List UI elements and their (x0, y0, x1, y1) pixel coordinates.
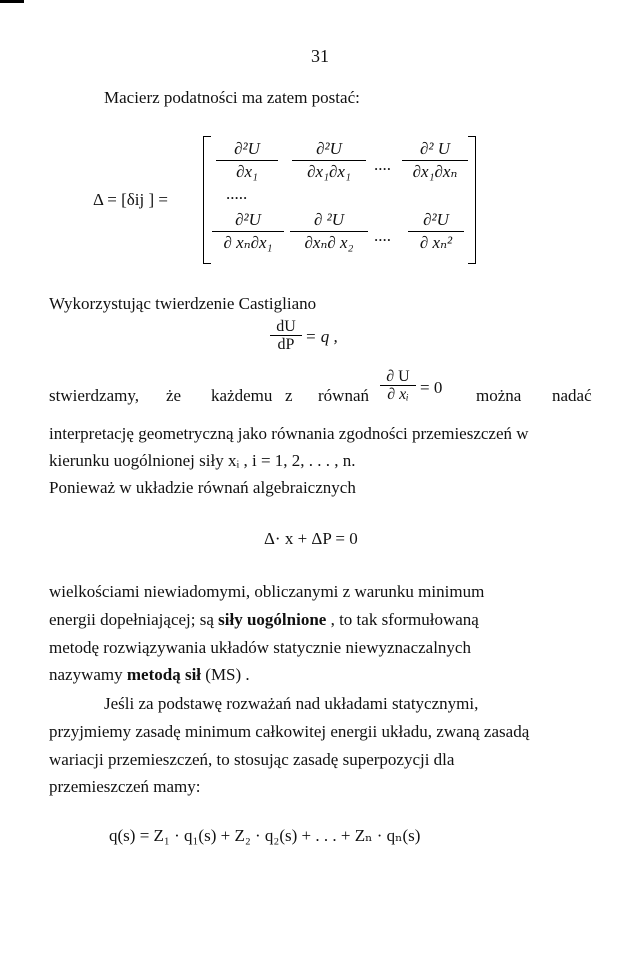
partial-fraction: $\frac{\partial U}{\text{∂ xᵢ}}$ (380, 368, 416, 403)
bold-metoda-sil: metodą sił (126, 665, 202, 684)
partial-eq: = 0 (420, 378, 443, 397)
para2-line1: Ponieważ w układzie równań algebraicznych (49, 478, 356, 497)
para4-line2: przyjmiemy zasadę minimum całkowitej energii układu, zwaną zasadą (49, 722, 530, 741)
para3-line4: nazywamy metodą sił (MS) . (49, 665, 250, 684)
matrix-cell-n-1: $\frac{\text{∂²U}}{\text{∂ xₙ∂x₁}}$ (212, 209, 284, 254)
equation-superposition: q(s) = Z₁ · q₁(s) + Z₂ · q₂(s) + . . . + Zₙ · qₙ(s) (109, 826, 421, 845)
text-rownan: równań (318, 386, 369, 405)
text-kazdemu: każdemu (211, 386, 273, 405)
para4-line3: wariacji przemieszczeń, to stosując zasadę superpozycji dla (49, 750, 455, 769)
matrix-mid-dots: ..... (226, 184, 248, 203)
intro-text: Macierz podatności ma zatem postać: (104, 88, 360, 107)
matrix-row2-dots: .... (374, 226, 391, 245)
castigliano-text: Wykorzystując twierdzenie Castigliano (49, 294, 317, 313)
matrix-cell-1-1: $\frac{\text{∂²U}}{\text{∂x₁}}$ (216, 138, 278, 183)
para3-line2: energii dopełniającej; są siły uogólnione , to tak sformułowaną (49, 610, 479, 629)
text-stwierdzamy: stwierdzamy, (49, 386, 140, 405)
para4-line4: przemieszczeń mamy: (49, 777, 201, 796)
text-z: z (285, 386, 293, 405)
text-mozna: można (476, 386, 522, 405)
para3-line3: metodę rozwiązywania układów statycznie niewyznaczalnych (49, 638, 471, 657)
matrix-lhs: Δ = [δij ] = (93, 190, 168, 209)
castigliano-fraction: $\frac{dU}{dP}$ (270, 318, 302, 353)
matrix-cell-1-n: $\frac{\text{∂² U}}{\text{∂x₁∂xₙ}}$ (402, 138, 468, 183)
page-number: 31 (311, 46, 329, 66)
equation-delta: Δ· x + ΔP = 0 (264, 529, 358, 548)
text-ze: że (166, 386, 182, 405)
castigliano-rhs: = q , (305, 327, 338, 346)
para3-line1: wielkościami niewiadomymi, obliczanymi z warunku minimum (49, 582, 485, 601)
para4-line1: Jeśli za podstawę rozważań nad układami statycznymi, (104, 694, 479, 713)
scan-corner-mark (0, 0, 24, 3)
matrix-cell-n-n: $\frac{\text{∂²U}}{\text{∂ xₙ²}}$ (408, 209, 464, 254)
matrix-left-bracket (203, 136, 211, 264)
para1-line3: kierunku uogólnionej siły xᵢ , i = 1, 2, . . . , n. (49, 451, 356, 470)
para1-line2: interpretację geometryczną jako równania zgodności przemieszczeń w (49, 424, 529, 443)
matrix-row1-dots: .... (374, 155, 391, 174)
bold-sily-uogolnione: siły uogólnione (218, 610, 327, 629)
matrix-right-bracket (468, 136, 476, 264)
matrix-cell-1-2: $\frac{\text{∂²U}}{\text{∂x₁∂x₁}}$ (292, 138, 366, 183)
matrix-cell-n-2: $\frac{\text{∂ ²U}}{\text{∂xₙ∂ x₂}}$ (290, 209, 368, 254)
text-nadac: nadać (552, 386, 592, 405)
